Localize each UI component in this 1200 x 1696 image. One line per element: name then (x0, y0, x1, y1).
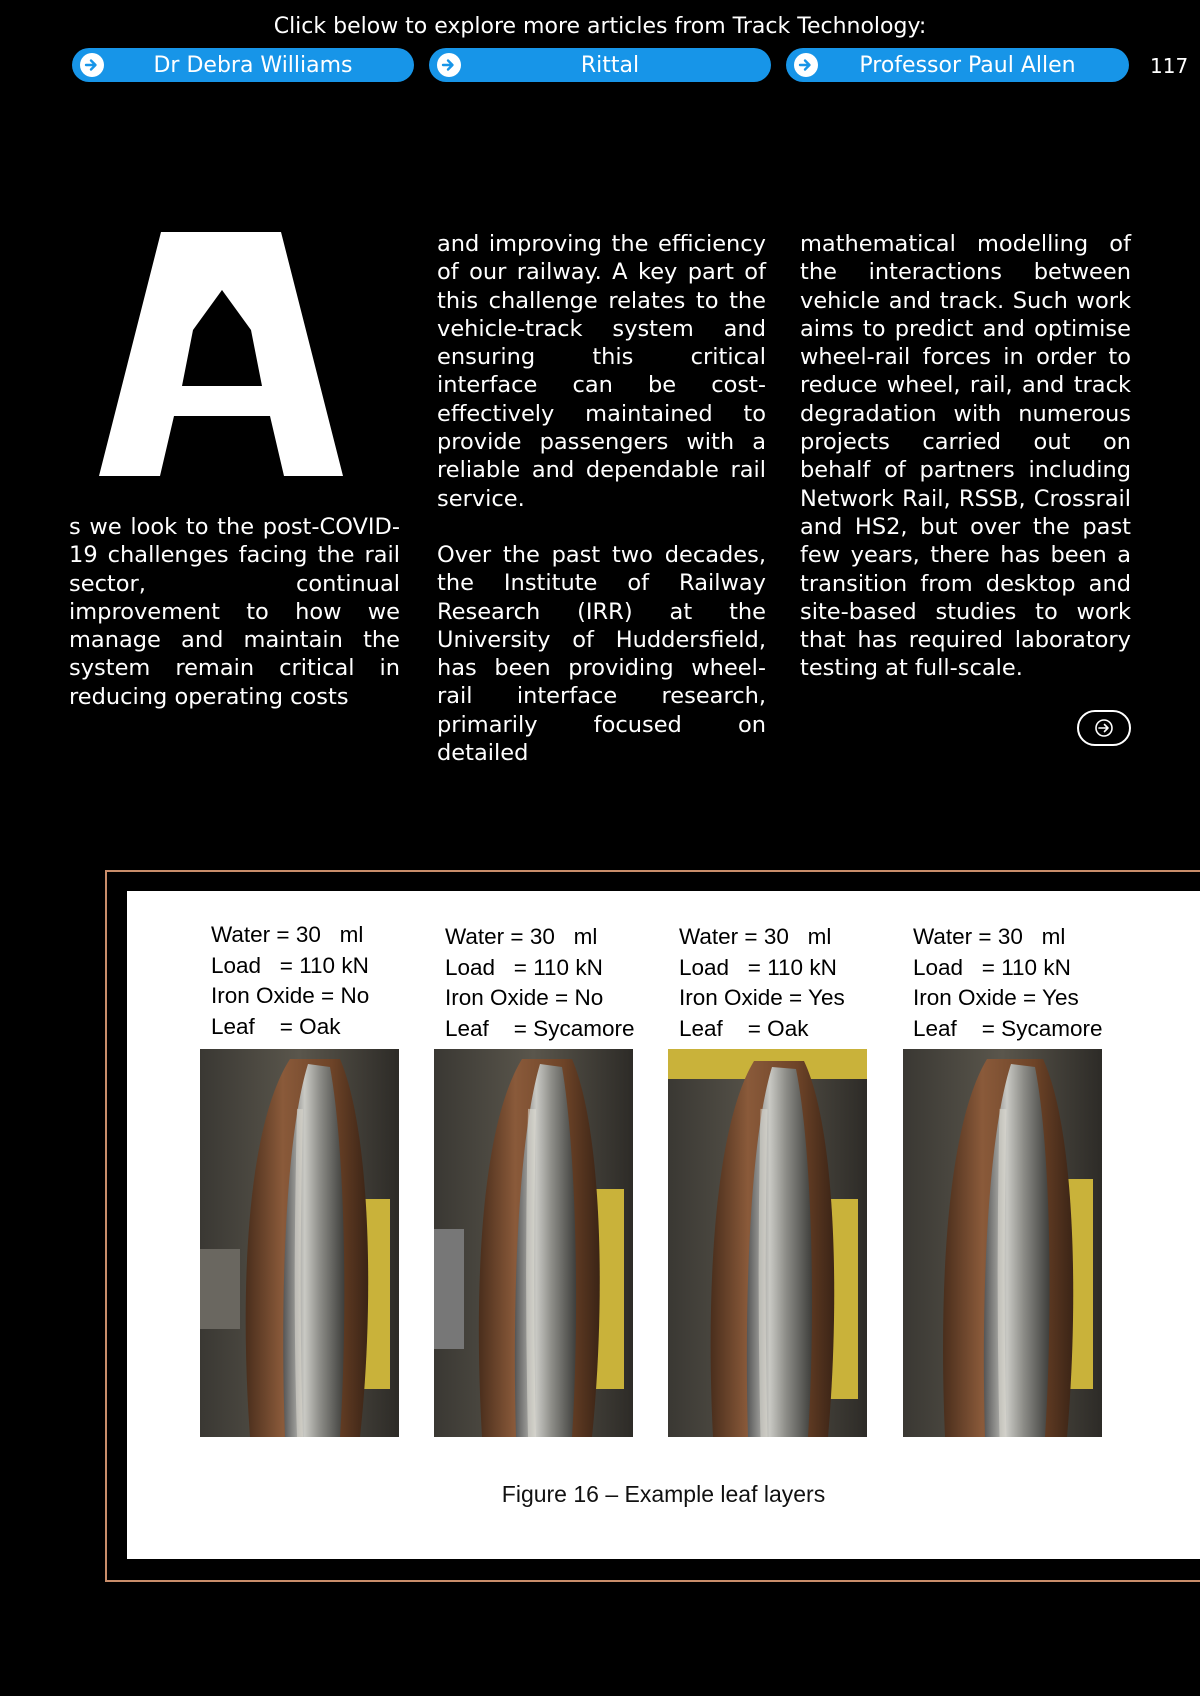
link-label: Professor Paul Allen (859, 52, 1076, 78)
arrow-right-circle-icon (437, 53, 461, 77)
condition-label-4: Water = 30 ml Load = 110 kN Iron Oxide = Yes Leaf = Sycamore (913, 924, 1103, 1041)
link-rittal[interactable] (429, 48, 771, 82)
figure-caption: Figure 16 – Example leaf layers (501, 1481, 826, 1507)
arrow-right-icon (1093, 719, 1115, 737)
paragraph: s we look to the post-COVID-19 challenges facing the rail sector, continual improvement to how we manage and maintain the system remain critical in reducing operating costs (69, 514, 400, 710)
paragraph: mathematical modelling of the interactions between vehicle and track. Such work aims to predict and optimise wheel-rail forces in order to reduce wheel, rail, and track degradation with numerous projects carried out on behalf of partners including Network Rail, RSSB, Crossrail and HS2, but over the past few years, there has been a transition from desktop and site-based studies to work that has required laboratory testing at full-scale. (800, 231, 1131, 682)
page-number: 117 (1150, 54, 1189, 78)
explore-text: Click below to explore more articles from Track Technology: (273, 14, 927, 39)
condition-label-2: Water = 30 ml Load = 110 kN Iron Oxide = No Leaf = Sycamore (445, 924, 635, 1041)
link-professor-paul-allen[interactable] (786, 48, 1129, 82)
wheel-photo-2 (434, 1049, 633, 1437)
link-label: Rittal (580, 52, 640, 78)
article-column-1 (69, 513, 400, 711)
wheel-photo-3 (668, 1049, 867, 1437)
arrow-right-circle-icon (794, 53, 818, 77)
condition-label-3: Water = 30 ml Load = 110 kN Iron Oxide = Yes Leaf = Oak (679, 924, 845, 1041)
link-dr-debra-williams[interactable] (72, 48, 414, 82)
article-column-2 (437, 230, 766, 767)
paragraph: and improving the efficiency of our railway. A key part of this challenge relates to the vehicle-track system and ensuring this critical interface can be cost-effectively maintained to provide passengers with a reliable and dependable rail service. (437, 231, 766, 512)
link-label: Dr Debra Williams (153, 52, 353, 78)
drop-cap (97, 228, 345, 476)
article-column-3 (800, 230, 1131, 683)
wheel-photo-4 (903, 1049, 1102, 1437)
paragraph: Over the past two decades, the Institute of Railway Research (IRR) at the University of Huddersfield, has been providing wheel-rail interface research, primarily focused on detailed (437, 541, 766, 767)
wheel-photo-1 (200, 1049, 399, 1437)
next-page-button[interactable] (1077, 710, 1131, 746)
arrow-right-circle-icon (80, 53, 104, 77)
condition-label-1: Water = 30 ml Load = 110 kN Iron Oxide = No Leaf = Oak (211, 922, 370, 1039)
